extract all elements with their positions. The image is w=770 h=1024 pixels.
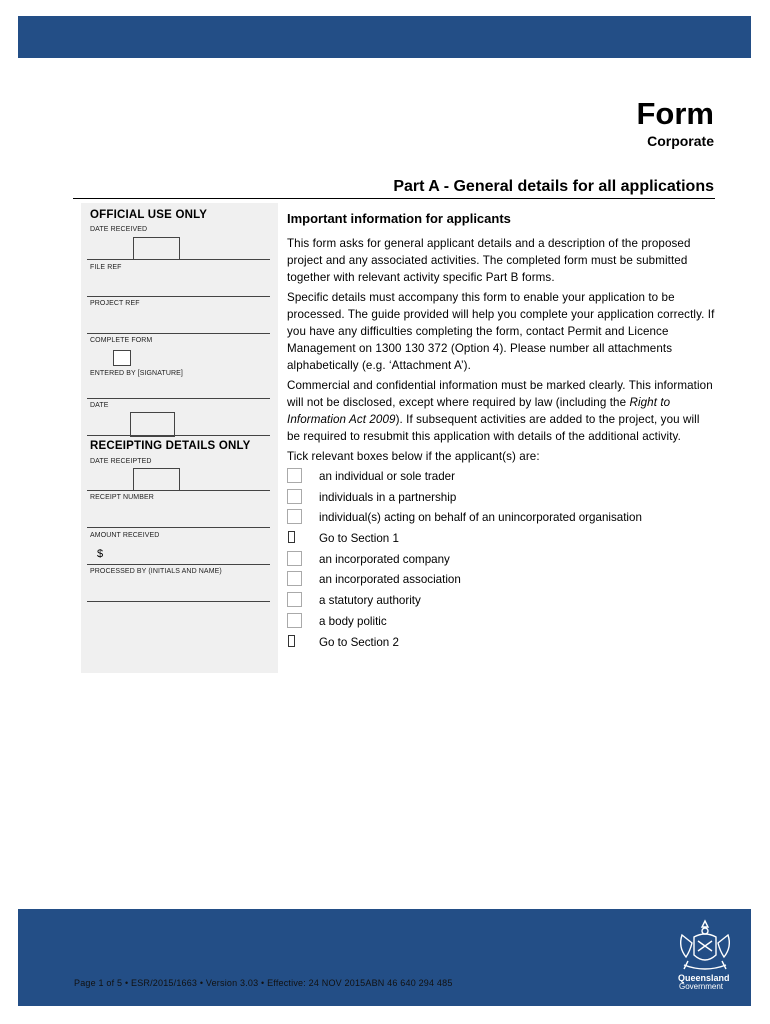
date-receipted-field[interactable] bbox=[133, 468, 180, 491]
info-paragraph-3-start: Commercial and confidential information must be marked clearly. This information will not be disclosed, except where required by law (including the bbox=[287, 379, 713, 409]
unincorporated-checkbox[interactable] bbox=[287, 509, 302, 524]
complete-form-checkbox[interactable] bbox=[113, 350, 131, 366]
logo-name: Queensland bbox=[678, 973, 730, 983]
heading-divider bbox=[73, 198, 715, 199]
option-sole-trader[interactable] bbox=[287, 468, 715, 489]
amount-received-label: AMOUNT RECEIVED bbox=[90, 532, 160, 539]
form-title: Form bbox=[636, 96, 714, 131]
footer-text: Page 1 of 5 • ESR/2015/1663 • Version 3.03 • Effective: 24 NOV 2015ABN 46 640 294 485 bbox=[74, 978, 453, 988]
amount-received-field[interactable] bbox=[87, 564, 270, 565]
complete-form-label: COMPLETE FORM bbox=[90, 337, 153, 344]
option-label: an individual or sole trader bbox=[319, 470, 455, 483]
partnership-checkbox[interactable] bbox=[287, 489, 302, 504]
footer-band bbox=[18, 909, 751, 1006]
date-line bbox=[87, 435, 270, 436]
statutory-authority-checkbox[interactable] bbox=[287, 592, 302, 607]
body-politic-checkbox[interactable] bbox=[287, 613, 302, 628]
option-incorporated-company[interactable] bbox=[287, 551, 715, 572]
date-receipted-label: DATE RECEIPTED bbox=[90, 458, 152, 465]
processed-by-field[interactable] bbox=[87, 601, 270, 602]
option-label: an incorporated company bbox=[319, 552, 450, 566]
arrow-icon bbox=[288, 531, 295, 543]
part-heading: Part A - General details for all applications bbox=[393, 178, 714, 195]
date-receipted-line bbox=[87, 490, 270, 491]
receipt-number-label: RECEIPT NUMBER bbox=[90, 494, 154, 501]
option-label: a statutory authority bbox=[319, 594, 421, 608]
option-label: Go to Section 1 bbox=[319, 532, 399, 546]
incorporated-company-checkbox[interactable] bbox=[287, 551, 302, 566]
incorporated-association-checkbox[interactable] bbox=[287, 571, 302, 586]
option-unincorporated[interactable] bbox=[287, 509, 715, 530]
option-label: Go to Section 2 bbox=[319, 635, 399, 649]
option-label: an incorporated association bbox=[319, 573, 461, 587]
goto-section-1 bbox=[287, 530, 715, 551]
entered-by-field[interactable] bbox=[87, 398, 270, 399]
file-ref-label: FILE REF bbox=[90, 264, 122, 271]
option-statutory-authority[interactable] bbox=[287, 592, 715, 613]
tick-intro: Tick relevant boxes below if the applicant(s) are: bbox=[287, 450, 540, 463]
receipting-heading: RECEIPTING DETAILS ONLY bbox=[90, 440, 251, 452]
info-paragraph-3-end: ). If subsequent activities are added to the project, you will be required to resubmit this application with details of the additional activity. bbox=[287, 413, 700, 443]
option-label: individuals in a partnership bbox=[319, 490, 457, 504]
sole-trader-checkbox[interactable] bbox=[287, 468, 302, 483]
goto-section-2 bbox=[287, 634, 715, 655]
applicant-type-list bbox=[287, 468, 715, 654]
official-use-panel bbox=[81, 203, 278, 673]
info-paragraph-1: This form asks for general applicant details and a description of the proposed project and any associated activities. The completed form must be submitted together with relevant activity specific Part B forms. bbox=[287, 237, 691, 284]
info-heading: Important information for applicants bbox=[287, 211, 511, 226]
date-label: DATE bbox=[90, 402, 109, 409]
project-ref-label: PROJECT REF bbox=[90, 300, 140, 307]
form-subtitle: Corporate bbox=[647, 133, 714, 149]
queensland-crest-icon bbox=[674, 917, 736, 977]
applicant-information bbox=[287, 210, 715, 654]
option-label: a body politic bbox=[319, 614, 387, 628]
entered-by-label: ENTERED BY [SIGNATURE] bbox=[90, 370, 183, 377]
option-partnership[interactable] bbox=[287, 489, 715, 510]
currency-symbol: $ bbox=[97, 548, 104, 560]
option-body-politic[interactable] bbox=[287, 613, 715, 634]
date-received-field[interactable] bbox=[133, 237, 180, 260]
arrow-icon bbox=[288, 635, 295, 647]
date-received-label: DATE RECEIVED bbox=[90, 226, 148, 233]
file-ref-field[interactable] bbox=[87, 296, 270, 297]
official-use-heading: OFFICIAL USE ONLY bbox=[90, 209, 208, 221]
processed-by-label: PROCESSED BY (INITIALS AND NAME) bbox=[90, 568, 222, 575]
option-incorporated-association[interactable] bbox=[287, 571, 715, 592]
act-name: Right to Information Act 2009 bbox=[287, 396, 671, 426]
date-received-line bbox=[87, 259, 270, 260]
option-label: individual(s) acting on behalf of an unincorporated organisation bbox=[319, 511, 642, 525]
info-paragraph-3 bbox=[287, 377, 715, 445]
logo-subtitle: Government bbox=[679, 982, 724, 991]
header-band bbox=[18, 16, 751, 58]
info-paragraph-2: Specific details must accompany this form to enable your application to be processed. The guide provided will help you complete your application correctly. If you have any difficulties completing the form, contact Permit and Licence Management on 1300 130 372 (Option 4). Please number all attachments alphabetically (e.g. ‘Attachment A’). bbox=[287, 291, 715, 372]
project-ref-field[interactable] bbox=[87, 333, 270, 334]
receipt-number-field[interactable] bbox=[87, 527, 270, 528]
date-field[interactable] bbox=[130, 412, 175, 437]
